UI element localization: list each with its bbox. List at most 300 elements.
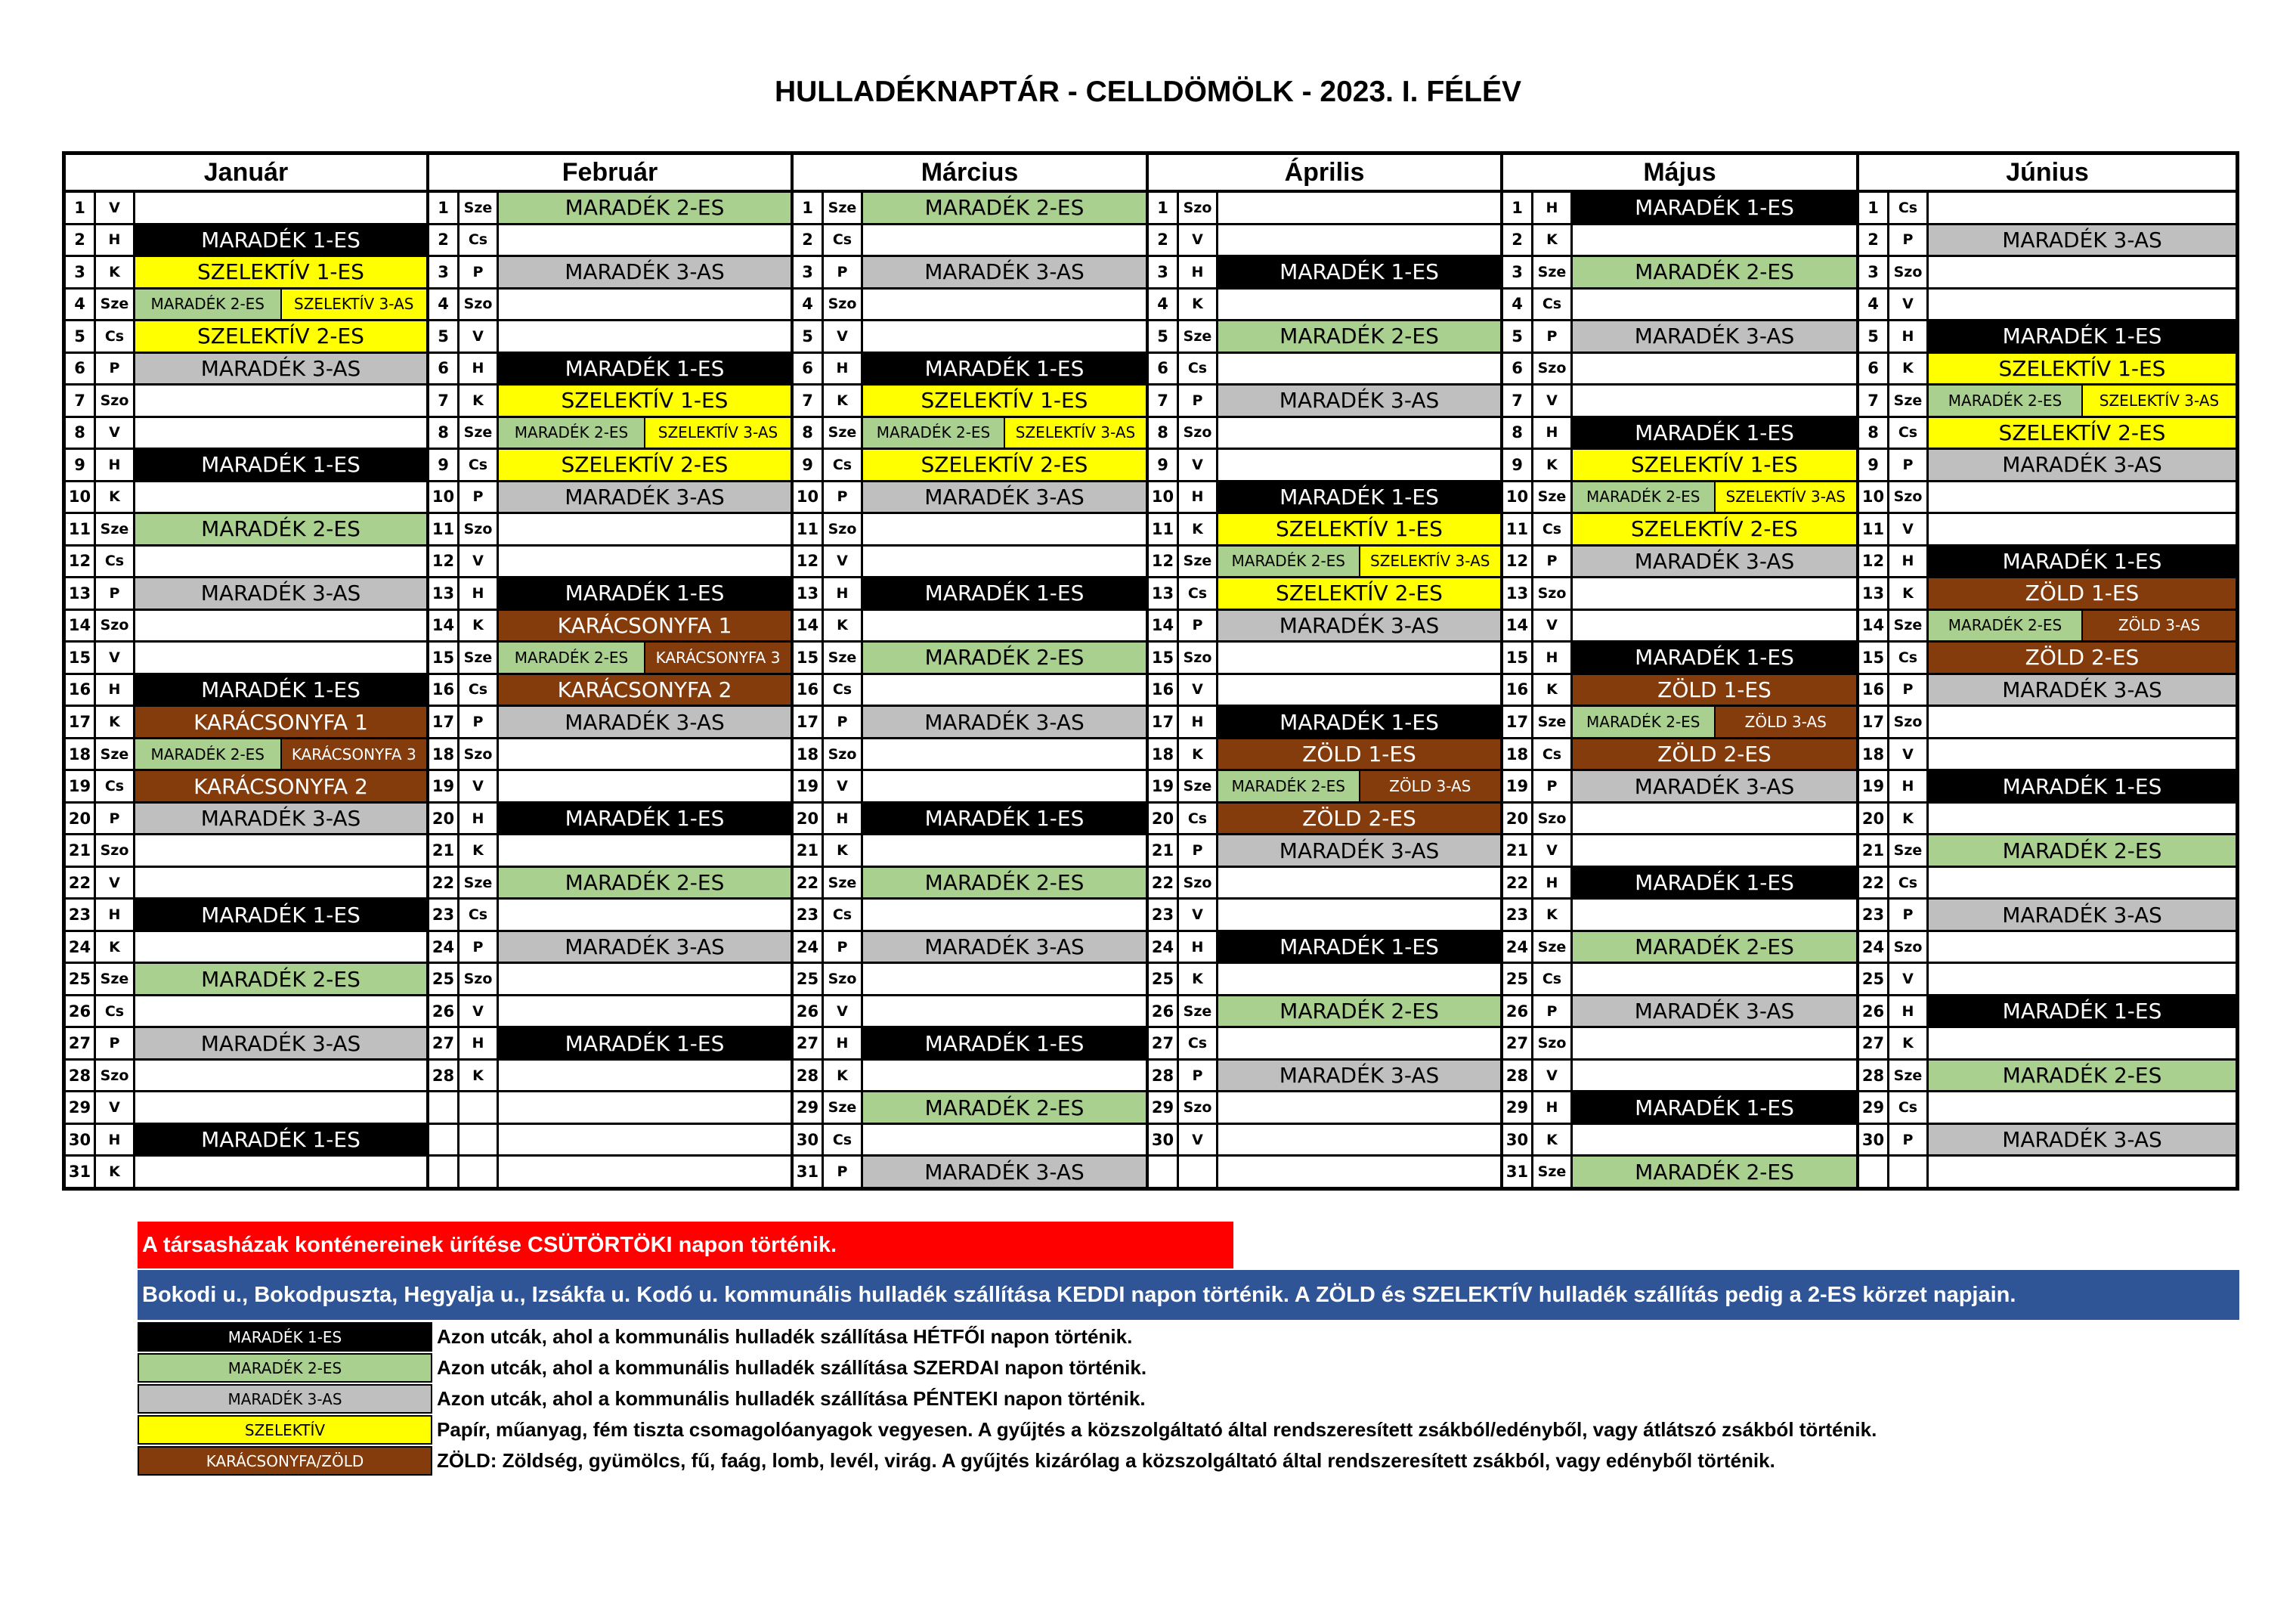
day-row <box>429 450 791 482</box>
day-row <box>794 386 1146 418</box>
collection-cell <box>1929 739 2236 770</box>
day-number: 14 <box>1503 611 1533 641</box>
collection-cell <box>135 225 426 256</box>
day-row <box>1503 900 1856 932</box>
weekday: K <box>1533 1125 1573 1155</box>
day-row <box>66 835 426 868</box>
day-number: 2 <box>1859 225 1889 256</box>
collection-cell <box>1218 354 1500 384</box>
weekday: Szo <box>1533 804 1573 834</box>
day-number: 14 <box>794 611 824 641</box>
day-row <box>1859 739 2236 772</box>
collection-cell <box>499 964 791 994</box>
day-row <box>1859 1028 2236 1061</box>
collection-label: MARADÉK 3-AS <box>1573 771 1856 801</box>
collection-label: MARADÉK 3-AS <box>135 354 426 384</box>
day-number: 21 <box>1503 835 1533 866</box>
day-number: 28 <box>1859 1061 1889 1091</box>
collection-label: KARÁCSONYFA 1 <box>135 707 426 737</box>
day-row <box>1149 1157 1500 1187</box>
collection-cell <box>1929 868 2236 898</box>
day-number: 9 <box>1503 450 1533 480</box>
collection-cell <box>1573 418 1856 448</box>
collection-cell <box>499 354 791 384</box>
day-row <box>794 290 1146 322</box>
collection-label: MARADÉK 3-AS <box>135 1028 426 1058</box>
collection-cell <box>1218 225 1500 256</box>
weekday: Sze <box>1179 321 1218 352</box>
day-row <box>1149 1125 1500 1157</box>
weekday: H <box>824 804 863 834</box>
collection-label: SZELEKTÍV 1-ES <box>1573 450 1856 480</box>
collection-label: MARADÉK 3-AS <box>1929 450 2236 480</box>
day-number: 1 <box>1859 193 1889 223</box>
day-row <box>794 354 1146 386</box>
day-row <box>1503 804 1856 836</box>
weekday: V <box>1533 835 1573 866</box>
legend-swatch: MARADÉK 2-ES <box>138 1353 432 1383</box>
collection-cell <box>1573 354 1856 384</box>
day-number: 28 <box>794 1061 824 1091</box>
collection-label: MARADÉK 1-ES <box>1929 547 2236 577</box>
day-row <box>794 611 1146 643</box>
collection-cell <box>135 675 426 705</box>
weekday: P <box>1533 547 1573 577</box>
collection-cell <box>135 739 426 770</box>
day-number: 26 <box>1859 996 1889 1027</box>
weekday: K <box>96 257 135 287</box>
weekday: Sze <box>96 514 135 544</box>
month-header: Június <box>1859 155 2236 193</box>
day-number: 19 <box>429 771 460 801</box>
day-number: 11 <box>66 514 96 544</box>
day-row <box>1859 804 2236 836</box>
collection-cell <box>1573 1028 1856 1058</box>
collection-label: ZÖLD 3-AS <box>2081 611 2236 641</box>
weekday: P <box>824 482 863 513</box>
day-row <box>1503 835 1856 868</box>
day-number: 3 <box>1503 257 1533 287</box>
day-number: 25 <box>1859 964 1889 994</box>
collection-cell <box>863 290 1146 320</box>
day-number: 9 <box>66 450 96 480</box>
day-number: 5 <box>1503 321 1533 352</box>
weekday: V <box>96 643 135 673</box>
legend-row <box>138 1352 1877 1383</box>
collection-cell <box>863 547 1146 577</box>
collection-label: SZELEKTÍV 1-ES <box>1929 354 2236 384</box>
day-number: 22 <box>1859 868 1889 898</box>
day-row <box>794 418 1146 451</box>
weekday: H <box>1533 418 1573 448</box>
day-row <box>66 290 426 322</box>
day-number: 21 <box>1149 835 1179 866</box>
day-number: 29 <box>1503 1092 1533 1123</box>
weekday: Cs <box>460 225 499 256</box>
day-number: 22 <box>1503 868 1533 898</box>
collection-cell <box>1929 482 2236 513</box>
weekday: H <box>460 354 499 384</box>
day-number: 8 <box>1149 418 1179 448</box>
day-number: 14 <box>1149 611 1179 641</box>
day-row <box>1149 514 1500 547</box>
collection-label: MARADÉK 3-AS <box>863 932 1146 962</box>
day-row <box>429 996 791 1029</box>
weekday: V <box>1889 739 1929 770</box>
day-row <box>1859 1092 2236 1125</box>
collection-cell <box>1573 643 1856 673</box>
weekday: H <box>96 900 135 930</box>
collection-label: MARADÉK 1-ES <box>1218 257 1500 287</box>
weekday: K <box>96 932 135 962</box>
collection-cell <box>135 868 426 898</box>
day-number: 24 <box>1859 932 1889 962</box>
weekday: Szo <box>824 290 863 320</box>
collection-label: SZELEKTÍV 1-ES <box>499 386 791 416</box>
day-number: 3 <box>429 257 460 287</box>
day-number: 5 <box>794 321 824 352</box>
collection-cell <box>863 835 1146 866</box>
legend-description: ZÖLD: Zöldség, gyümölcs, fű, faág, lomb, levél, virág. A gyűjtés kizárólag a közszolgáltató által rendszeresített zsákból, vagy edényből történik. <box>437 1449 1775 1472</box>
day-number: 11 <box>794 514 824 544</box>
weekday: K <box>1179 739 1218 770</box>
collection-cell <box>499 386 791 416</box>
day-number: 20 <box>794 804 824 834</box>
collection-cell <box>1929 225 2236 256</box>
day-number: 20 <box>1503 804 1533 834</box>
collection-cell <box>863 578 1146 609</box>
legend-row <box>138 1445 1877 1476</box>
day-number: 15 <box>1149 643 1179 673</box>
weekday: H <box>1179 257 1218 287</box>
day-number: 20 <box>1149 804 1179 834</box>
weekday: Szo <box>824 514 863 544</box>
day-number: 16 <box>66 675 96 705</box>
collection-cell <box>499 643 791 673</box>
collection-label: MARADÉK 2-ES <box>135 964 426 994</box>
weekday: V <box>96 1092 135 1123</box>
weekday: H <box>460 578 499 609</box>
collection-cell <box>1573 1061 1856 1091</box>
collection-cell <box>499 868 791 898</box>
collection-cell <box>1573 611 1856 641</box>
day-row <box>1503 418 1856 451</box>
collection-label: MARADÉK 2-ES <box>1573 932 1856 962</box>
day-row <box>1859 1061 2236 1093</box>
weekday: Szo <box>1179 193 1218 223</box>
collection-label: MARADÉK 2-ES <box>1218 547 1359 577</box>
collection-label: MARADÉK 1-ES <box>135 1125 426 1155</box>
collection-label: SZELEKTÍV 3-AS <box>1004 418 1146 448</box>
day-number: 17 <box>66 707 96 737</box>
weekday: P <box>1533 321 1573 352</box>
day-row <box>1149 964 1500 996</box>
collection-cell <box>1929 771 2236 801</box>
day-number: 10 <box>66 482 96 513</box>
day-row <box>794 482 1146 515</box>
collection-cell <box>499 450 791 480</box>
weekday: P <box>96 578 135 609</box>
legend-swatch: MARADÉK 1-ES <box>138 1322 432 1352</box>
collection-label: MARADÉK 3-AS <box>1573 547 1856 577</box>
calendar-grid <box>62 151 2239 1191</box>
collection-cell <box>863 707 1146 737</box>
day-number: 31 <box>1503 1157 1533 1187</box>
day-number: 6 <box>1503 354 1533 384</box>
collection-label: MARADÉK 1-ES <box>1573 1092 1856 1123</box>
day-number: 31 <box>794 1157 824 1187</box>
day-number: 4 <box>429 290 460 320</box>
day-row <box>1859 835 2236 868</box>
collection-label: MARADÉK 1-ES <box>135 450 426 480</box>
collection-cell <box>135 321 426 352</box>
month-header: Május <box>1503 155 1856 193</box>
weekday: P <box>1533 996 1573 1027</box>
day-number: 12 <box>429 547 460 577</box>
day-number: 2 <box>794 225 824 256</box>
day-row <box>1149 868 1500 900</box>
day-number: 10 <box>1149 482 1179 513</box>
collection-label: MARADÉK 2-ES <box>1573 482 1714 513</box>
weekday: K <box>1889 1028 1929 1058</box>
day-number: 29 <box>1859 1092 1889 1123</box>
day-number: 11 <box>1149 514 1179 544</box>
day-number: 12 <box>1859 547 1889 577</box>
collection-label: MARADÉK 1-ES <box>1218 482 1500 513</box>
month-column <box>794 155 1149 1187</box>
collection-label: SZELEKTÍV 3-AS <box>1714 482 1857 513</box>
weekday: K <box>96 707 135 737</box>
day-row <box>429 771 791 804</box>
day-number: 16 <box>1149 675 1179 705</box>
day-number: 11 <box>1503 514 1533 544</box>
collection-label: MARADÉK 1-ES <box>1929 321 2236 352</box>
weekday: Szo <box>460 290 499 320</box>
day-row <box>1859 611 2236 643</box>
collection-cell <box>1218 321 1500 352</box>
collection-cell <box>1929 1028 2236 1058</box>
day-row <box>66 707 426 739</box>
collection-cell <box>1573 193 1856 223</box>
weekday: Cs <box>824 225 863 256</box>
day-number: 10 <box>794 482 824 513</box>
weekday: K <box>460 1061 499 1091</box>
day-number: 13 <box>66 578 96 609</box>
collection-label: MARADÉK 1-ES <box>135 675 426 705</box>
collection-label: MARADÉK 1-ES <box>1929 771 2236 801</box>
day-row <box>794 578 1146 611</box>
weekday: Sze <box>1889 611 1929 641</box>
day-row <box>1859 675 2236 708</box>
weekday: H <box>1889 321 1929 352</box>
collection-label: MARADÉK 1-ES <box>1573 193 1856 223</box>
collection-label: MARADÉK 2-ES <box>1573 707 1714 737</box>
collection-label: MARADÉK 3-AS <box>1218 1061 1500 1091</box>
day-number: 28 <box>1503 1061 1533 1091</box>
weekday: Sze <box>460 193 499 223</box>
weekday: Sze <box>96 964 135 994</box>
day-row <box>66 225 426 258</box>
day-number: 20 <box>429 804 460 834</box>
day-number <box>429 1125 460 1155</box>
collection-cell <box>135 354 426 384</box>
collection-label: MARADÉK 2-ES <box>863 868 1146 898</box>
collection-label: MARADÉK 3-AS <box>135 804 426 834</box>
collection-label: MARADÉK 2-ES <box>499 193 791 223</box>
day-number: 16 <box>794 675 824 705</box>
day-number: 29 <box>1149 1092 1179 1123</box>
collection-cell <box>1929 386 2236 416</box>
weekday: Cs <box>96 321 135 352</box>
weekday: Sze <box>1533 1157 1573 1187</box>
collection-label: MARADÉK 2-ES <box>135 739 280 770</box>
collection-cell <box>1218 964 1500 994</box>
weekday: P <box>1889 450 1929 480</box>
day-row <box>794 1061 1146 1093</box>
collection-cell <box>863 1157 1146 1187</box>
legend-description: Azon utcák, ahol a kommunális hulladék szállítása SZERDAI napon történik. <box>437 1356 1147 1379</box>
weekday: K <box>824 611 863 641</box>
day-row <box>429 386 791 418</box>
month-column <box>1859 155 2236 1187</box>
day-number: 1 <box>1149 193 1179 223</box>
day-row <box>794 1157 1146 1187</box>
collection-cell <box>499 932 791 962</box>
weekday: Cs <box>1179 578 1218 609</box>
month-header: Január <box>66 155 426 193</box>
day-row <box>794 547 1146 579</box>
day-number: 13 <box>1149 578 1179 609</box>
month-column <box>429 155 794 1187</box>
collection-cell <box>1929 547 2236 577</box>
day-row <box>1859 547 2236 579</box>
day-row <box>429 1125 791 1157</box>
weekday: Sze <box>824 418 863 448</box>
weekday: Cs <box>1889 418 1929 448</box>
weekday: Sze <box>1889 835 1929 866</box>
weekday: V <box>1179 900 1218 930</box>
day-number: 6 <box>1859 354 1889 384</box>
collection-cell <box>1573 900 1856 930</box>
day-number: 16 <box>1859 675 1889 705</box>
day-row <box>66 675 426 708</box>
day-number: 15 <box>1503 643 1533 673</box>
day-number: 7 <box>66 386 96 416</box>
collection-cell <box>1929 707 2236 737</box>
day-row <box>1503 1092 1856 1125</box>
day-number: 27 <box>794 1028 824 1058</box>
day-row <box>429 1061 791 1093</box>
collection-label: ZÖLD 1-ES <box>1573 675 1856 705</box>
day-number: 12 <box>1503 547 1533 577</box>
collection-label: MARADÉK 3-AS <box>499 257 791 287</box>
weekday: Szo <box>460 739 499 770</box>
weekday: Cs <box>460 675 499 705</box>
weekday: Cs <box>1179 804 1218 834</box>
weekday: Szo <box>1179 418 1218 448</box>
weekday: V <box>460 547 499 577</box>
collection-cell <box>1218 1061 1500 1091</box>
day-row <box>66 1028 426 1061</box>
day-row <box>1149 996 1500 1029</box>
day-row <box>1503 739 1856 772</box>
weekday: H <box>460 804 499 834</box>
weekday: Sze <box>1533 707 1573 737</box>
day-row <box>1149 578 1500 611</box>
collection-cell <box>1218 643 1500 673</box>
collection-cell <box>863 321 1146 352</box>
day-row <box>1859 354 2236 386</box>
weekday: V <box>460 771 499 801</box>
weekday: K <box>1889 354 1929 384</box>
day-row <box>429 964 791 996</box>
weekday: Cs <box>824 450 863 480</box>
collection-cell <box>1573 932 1856 962</box>
day-row <box>66 739 426 772</box>
day-row <box>429 514 791 547</box>
day-row <box>429 707 791 739</box>
day-row <box>66 868 426 900</box>
weekday <box>460 1157 499 1187</box>
day-number: 18 <box>1149 739 1179 770</box>
weekday <box>1179 1157 1218 1187</box>
weekday: P <box>824 1157 863 1187</box>
collection-label: MARADÉK 3-AS <box>1573 996 1856 1027</box>
collection-cell <box>499 225 791 256</box>
collection-cell <box>1218 804 1500 834</box>
collection-label: MARADÉK 1-ES <box>863 578 1146 609</box>
collection-cell <box>863 514 1146 544</box>
collection-label: SZELEKTÍV 2-ES <box>499 450 791 480</box>
day-number: 26 <box>429 996 460 1027</box>
collection-cell <box>1573 450 1856 480</box>
day-row <box>794 1092 1146 1125</box>
day-number: 8 <box>794 418 824 448</box>
collection-cell <box>135 514 426 544</box>
weekday: P <box>1889 225 1929 256</box>
collection-cell <box>1929 996 2236 1027</box>
day-row <box>1503 578 1856 611</box>
weekday: P <box>460 932 499 962</box>
day-row <box>1503 1157 1856 1187</box>
day-row <box>1859 290 2236 322</box>
day-number: 15 <box>1859 643 1889 673</box>
day-row <box>66 257 426 290</box>
day-row <box>1503 193 1856 225</box>
day-number: 27 <box>429 1028 460 1058</box>
weekday: V <box>1533 611 1573 641</box>
day-number: 12 <box>66 547 96 577</box>
day-number: 30 <box>1149 1125 1179 1155</box>
collection-cell <box>1218 707 1500 737</box>
day-row <box>1859 418 2236 451</box>
day-row <box>1149 321 1500 354</box>
collection-label: MARADÉK 1-ES <box>499 578 791 609</box>
collection-cell <box>499 193 791 223</box>
collection-cell <box>1929 1061 2236 1091</box>
weekday: V <box>1533 1061 1573 1091</box>
month-header: Március <box>794 155 1146 193</box>
day-number: 27 <box>1859 1028 1889 1058</box>
day-number: 7 <box>429 386 460 416</box>
collection-cell <box>1218 578 1500 609</box>
day-number: 22 <box>1149 868 1179 898</box>
weekday: V <box>824 547 863 577</box>
weekday: Cs <box>1889 868 1929 898</box>
weekday: V <box>1889 514 1929 544</box>
day-row <box>1503 482 1856 515</box>
weekday: Szo <box>824 964 863 994</box>
